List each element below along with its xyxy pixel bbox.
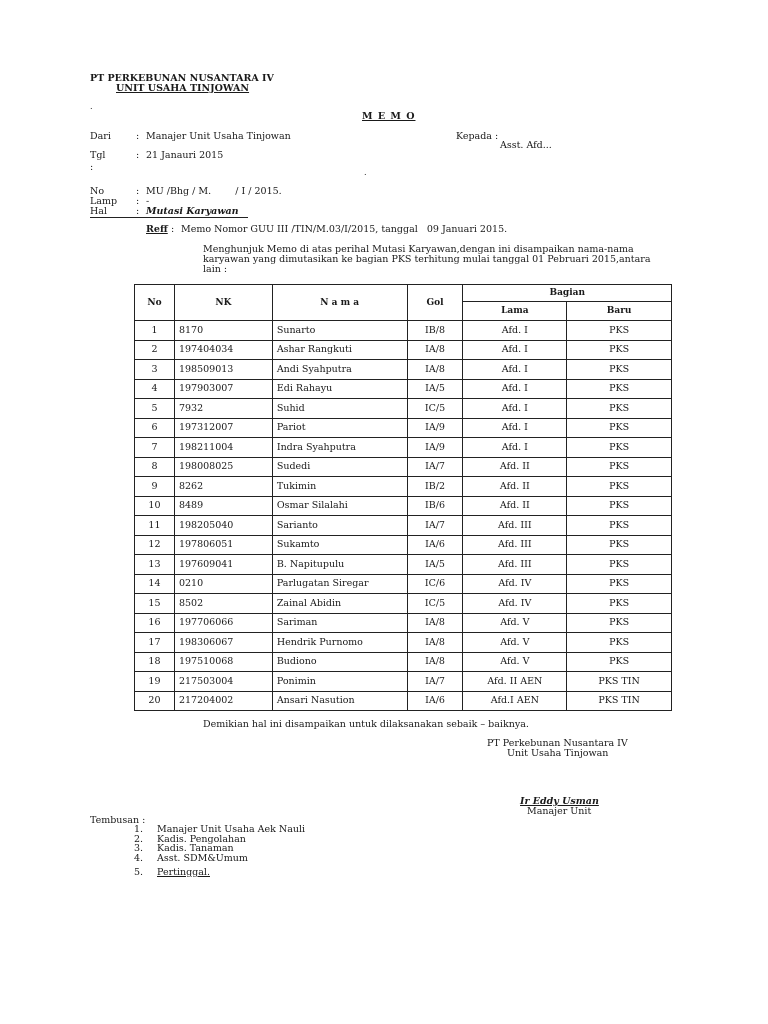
kepada-value: Asst. Afd... — [500, 140, 552, 151]
row-gol: IA/8 — [407, 340, 463, 360]
row-nama: Sudedi — [272, 457, 407, 477]
row-nk: 197609041 — [174, 555, 272, 575]
row-no: 19 — [135, 672, 175, 692]
row-lama: Afd. V — [463, 633, 567, 653]
row-no: 6 — [135, 418, 175, 438]
tembusan-text: Pertinggal. — [157, 867, 210, 878]
table-row — [135, 496, 672, 516]
tgl-value: 21 Janauri 2015 — [146, 150, 224, 161]
table-row — [135, 691, 672, 711]
row-baru: PKS — [567, 496, 672, 516]
table-row — [135, 594, 672, 614]
row-gol: IA/7 — [407, 516, 463, 536]
row-nk: 197903007 — [174, 379, 272, 399]
row-nk: 8262 — [174, 477, 272, 497]
row-gol: IA/6 — [407, 691, 463, 711]
table-row — [135, 633, 672, 653]
row-baru: PKS — [567, 340, 672, 360]
row-lama: Afd. I — [463, 340, 567, 360]
tembusan-list — [134, 825, 305, 878]
row-gol: IA/9 — [407, 438, 463, 458]
row-lama: Afd. III — [463, 535, 567, 555]
row-baru: PKS — [567, 418, 672, 438]
stray-dot-2: . — [364, 168, 367, 177]
table-row — [135, 516, 672, 536]
row-nk: 8170 — [174, 321, 272, 341]
row-nama: Indra Syahputra — [272, 438, 407, 458]
row-nama: Ponimin — [272, 672, 407, 692]
tembusan-num: 4. — [134, 852, 144, 864]
closing-text: Demikian hal ini disampaikan untuk dilaksanakan sebaik – baiknya. — [203, 719, 529, 730]
row-nama: Sariman — [272, 613, 407, 633]
row-baru: PKS — [567, 438, 672, 458]
unit-name: UNIT USAHA TINJOWAN — [116, 83, 250, 94]
row-lama: Afd.I AEN — [463, 691, 567, 711]
row-nk: 0210 — [174, 574, 272, 594]
table-row — [135, 535, 672, 555]
tembusan-num: 1. — [134, 824, 144, 835]
dari-label: Dari — [90, 131, 111, 142]
reff-colon: : — [171, 224, 175, 235]
no-colon: : — [136, 186, 140, 197]
row-nama: Pariot — [272, 418, 407, 438]
row-baru: PKS — [567, 555, 672, 575]
tembusan-item — [134, 868, 305, 878]
table-row — [135, 574, 672, 594]
row-lama: Afd. IV — [463, 594, 567, 614]
table-row — [135, 672, 672, 692]
row-baru: PKS — [567, 457, 672, 477]
body-line-2: karyawan yang dimutasikan ke bagian PKS terhitung mulai tanggal 01 Pebruari 2015,antara — [203, 254, 651, 265]
row-baru: PKS — [567, 379, 672, 399]
tembusan-text: Asst. SDM&Umum — [157, 852, 248, 864]
hal-colon: : — [136, 206, 140, 217]
row-baru: PKS — [567, 574, 672, 594]
table-row — [135, 457, 672, 477]
row-no: 5 — [135, 399, 175, 419]
header-gol: Gol — [407, 285, 463, 321]
lamp-label: Lamp — [90, 196, 118, 207]
row-nk: 7932 — [174, 399, 272, 419]
row-nk: 197806051 — [174, 535, 272, 555]
table-row — [135, 477, 672, 497]
row-nama: Parlugatan Siregar — [272, 574, 407, 594]
header-nk: NK — [174, 285, 272, 321]
body-line-3: lain : — [203, 264, 228, 275]
row-nama: Zainal Abidin — [272, 594, 407, 614]
row-no: 1 — [135, 321, 175, 341]
header-nama: N a m a — [272, 285, 407, 321]
tembusan-text: Kadis. Pengolahan — [157, 833, 246, 845]
row-baru: PKS — [567, 535, 672, 555]
row-nk: 198211004 — [174, 438, 272, 458]
table-row — [135, 438, 672, 458]
row-no: 4 — [135, 379, 175, 399]
row-lama: Afd. III — [463, 555, 567, 575]
hal-label: Hal — [90, 206, 107, 217]
row-lama: Afd. I — [463, 399, 567, 419]
reff-label: Reff — [146, 224, 168, 235]
row-no: 13 — [135, 555, 175, 575]
row-lama: Afd. II — [463, 496, 567, 516]
row-nk: 197706066 — [174, 613, 272, 633]
row-no: 11 — [135, 516, 175, 536]
row-baru: PKS — [567, 477, 672, 497]
row-nk: 8489 — [174, 496, 272, 516]
row-no: 10 — [135, 496, 175, 516]
tembusan-label: Tembusan : — [90, 815, 146, 826]
mutation-table — [134, 284, 672, 711]
row-gol: IA/6 — [407, 535, 463, 555]
row-nama: Osmar Silalahi — [272, 496, 407, 516]
row-no: 18 — [135, 652, 175, 672]
row-lama: Afd. I — [463, 360, 567, 380]
table-row — [135, 379, 672, 399]
kepada-label: Kepada : — [456, 131, 499, 142]
row-nk: 198306067 — [174, 633, 272, 653]
reff-text: Memo Nomor GUU III /TIN/M.03/I/2015, tanggal 09 Januari 2015. — [181, 224, 508, 235]
tembusan-num: 5. — [134, 867, 144, 878]
row-lama: Afd. I — [463, 418, 567, 438]
row-nama: Suhid — [272, 399, 407, 419]
row-gol: IA/8 — [407, 613, 463, 633]
row-lama: Afd. II AEN — [463, 672, 567, 692]
row-baru: PKS TIN — [567, 691, 672, 711]
row-no: 7 — [135, 438, 175, 458]
row-nk: 198509013 — [174, 360, 272, 380]
stray-colon: : — [90, 162, 94, 173]
lamp-value: - — [146, 196, 150, 207]
row-nk: 197312007 — [174, 418, 272, 438]
row-no: 9 — [135, 477, 175, 497]
row-baru: PKS — [567, 321, 672, 341]
body-line-1: Menghunjuk Memo di atas perihal Mutasi Karyawan,dengan ini disampaikan nama-nama — [203, 244, 634, 255]
dari-colon: : — [136, 131, 140, 142]
row-baru: PKS — [567, 652, 672, 672]
row-nama: Sukamto — [272, 535, 407, 555]
row-nk: 198008025 — [174, 457, 272, 477]
signature-name: Ir Eddy Usman — [520, 796, 599, 807]
row-baru: PKS — [567, 360, 672, 380]
stray-dot: . — [90, 102, 93, 111]
dari-value: Manajer Unit Usaha Tinjowan — [146, 131, 291, 142]
row-no: 16 — [135, 613, 175, 633]
row-nk: 197510068 — [174, 652, 272, 672]
lamp-colon: : — [136, 196, 140, 207]
row-gol: IA/8 — [407, 633, 463, 653]
row-lama: Afd. V — [463, 652, 567, 672]
row-gol: IC/5 — [407, 399, 463, 419]
row-baru: PKS — [567, 633, 672, 653]
row-lama: Afd. I — [463, 438, 567, 458]
row-baru: PKS — [567, 516, 672, 536]
row-nama: Tukimin — [272, 477, 407, 497]
row-gol: IA/8 — [407, 652, 463, 672]
row-no: 12 — [135, 535, 175, 555]
tgl-label: Tgl — [90, 150, 106, 161]
table-row — [135, 652, 672, 672]
row-nama: Edi Rahayu — [272, 379, 407, 399]
row-nama: B. Napitupulu — [272, 555, 407, 575]
row-lama: Afd. I — [463, 321, 567, 341]
row-gol: IA/7 — [407, 457, 463, 477]
header-lama: Lama — [463, 302, 567, 321]
row-lama: Afd. II — [463, 477, 567, 497]
table-row — [135, 340, 672, 360]
row-nama: Ashar Rangkuti — [272, 340, 407, 360]
table-row — [135, 360, 672, 380]
row-nk: 8502 — [174, 594, 272, 614]
row-lama: Afd. IV — [463, 574, 567, 594]
row-no: 3 — [135, 360, 175, 380]
row-baru: PKS — [567, 594, 672, 614]
memo-title: M E M O — [362, 111, 416, 122]
tembusan-text: Kadis. Tanaman — [157, 843, 234, 854]
tgl-colon: : — [136, 150, 140, 161]
row-nama: Budiono — [272, 652, 407, 672]
row-lama: Afd. III — [463, 516, 567, 536]
tembusan-num: 2. — [134, 833, 144, 845]
row-nama: Sunarto — [272, 321, 407, 341]
row-no: 2 — [135, 340, 175, 360]
table-row — [135, 399, 672, 419]
row-gol: IA/7 — [407, 672, 463, 692]
tembusan-text: Manajer Unit Usaha Aek Nauli — [157, 824, 306, 835]
row-nk: 198205040 — [174, 516, 272, 536]
row-no: 17 — [135, 633, 175, 653]
row-baru: PKS — [567, 399, 672, 419]
signature-position: Manajer Unit — [527, 806, 592, 817]
row-baru: PKS — [567, 613, 672, 633]
row-nk: 217204002 — [174, 691, 272, 711]
row-nama: Hendrik Purnomo — [272, 633, 407, 653]
row-baru: PKS TIN — [567, 672, 672, 692]
header-bagian: Bagian — [463, 285, 672, 302]
header-no: No — [135, 285, 175, 321]
header-baru: Baru — [567, 302, 672, 321]
row-gol: IB/8 — [407, 321, 463, 341]
row-gol: IA/8 — [407, 360, 463, 380]
row-lama: Afd. I — [463, 379, 567, 399]
table-row — [135, 321, 672, 341]
row-nama: Andi Syahputra — [272, 360, 407, 380]
table-row — [135, 418, 672, 438]
row-gol: IB/6 — [407, 496, 463, 516]
row-gol: IB/2 — [407, 477, 463, 497]
signature-company: PT Perkebunan Nusantara IV — [487, 738, 628, 749]
hal-divider — [90, 217, 248, 218]
row-no: 14 — [135, 574, 175, 594]
no-value: MU /Bhg / M. / I / 2015. — [146, 186, 282, 197]
tembusan-item — [134, 854, 305, 864]
hal-value: Mutasi Karyawan — [146, 206, 239, 217]
row-no: 15 — [135, 594, 175, 614]
row-gol: IC/5 — [407, 594, 463, 614]
tembusan-num: 3. — [134, 843, 144, 854]
table-row — [135, 613, 672, 633]
row-nama: Ansari Nasution — [272, 691, 407, 711]
row-lama: Afd. II — [463, 457, 567, 477]
row-gol: IA/9 — [407, 418, 463, 438]
row-nk: 197404034 — [174, 340, 272, 360]
table-row — [135, 555, 672, 575]
row-no: 20 — [135, 691, 175, 711]
no-label: No — [90, 186, 105, 197]
row-no: 8 — [135, 457, 175, 477]
row-nk: 217503004 — [174, 672, 272, 692]
row-gol: IA/5 — [407, 555, 463, 575]
row-gol: IC/6 — [407, 574, 463, 594]
row-nama: Sarianto — [272, 516, 407, 536]
signature-unit: Unit Usaha Tinjowan — [507, 748, 609, 759]
row-gol: IA/5 — [407, 379, 463, 399]
row-lama: Afd. V — [463, 613, 567, 633]
company-name: PT PERKEBUNAN NUSANTARA IV — [90, 73, 274, 84]
